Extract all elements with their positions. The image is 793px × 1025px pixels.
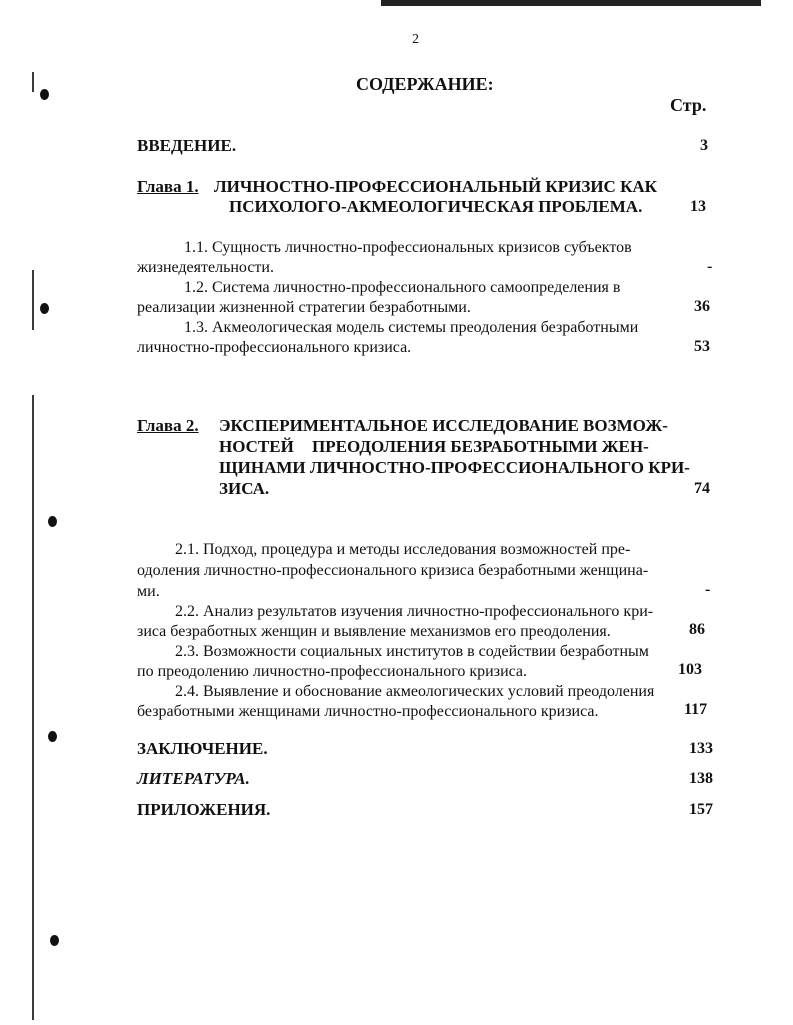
toc-appendices-page: 157 <box>689 801 713 818</box>
toc-item-2-4-page: 117 <box>684 701 708 718</box>
toc-item-2-2-line1: 2.2. Анализ результатов изучения личностно-профессионального кри- <box>175 603 654 620</box>
toc-intro-page: 3 <box>700 137 708 154</box>
page-column-header: Стр. <box>670 95 707 115</box>
binder-hole <box>48 516 57 527</box>
chapter2-title-line4: ЗИСА. <box>219 479 270 498</box>
toc-item-1-3-line1: 1.3. Акмеологическая модель системы преодоления безработными <box>184 319 639 336</box>
toc-item-1-1-page: - <box>707 258 713 275</box>
toc-item-2-4-line1: 2.4. Выявление и обоснование акмеологических условий преодоления <box>175 683 655 700</box>
binder-hole <box>40 89 49 100</box>
toc-item-2-1-line1: 2.1. Подход, процедура и методы исследования возможностей пре- <box>175 541 631 558</box>
binder-hole <box>40 303 49 314</box>
chapter2-prefix: Глава 2. <box>137 416 199 435</box>
chapter1-page: 13 <box>690 198 706 215</box>
toc-item-2-4-line2: безработными женщинами личностно-профессионального кризиса. <box>137 703 599 720</box>
chapter1-title-line2: ПСИХОЛОГО-АКМЕОЛОГИЧЕСКАЯ ПРОБЛЕМА. <box>229 197 643 216</box>
binder-hole <box>48 731 57 742</box>
toc-item-1-1-line1: 1.1. Сущность личностно-профессиональных кризисов субъектов <box>184 239 632 256</box>
toc-literature-page: 138 <box>689 770 713 787</box>
scan-margin-line <box>32 72 34 92</box>
toc-item-2-3-line2: по преодолению личностно-профессионального кризиса. <box>137 663 528 680</box>
toc-item-2-1-line3: ми. <box>137 583 160 600</box>
toc-item-1-1-line2: жизнедеятельности. <box>137 259 274 276</box>
toc-literature-label: ЛИТЕРАТУРА. <box>137 769 250 788</box>
toc-item-1-2-page: 36 <box>694 298 710 315</box>
chapter1-title-line1: ЛИЧНОСТНО-ПРОФЕССИОНАЛЬНЫЙ КРИЗИС КАК <box>214 177 658 196</box>
chapter2-page: 74 <box>694 480 710 497</box>
toc-item-2-1-page: - <box>705 581 711 598</box>
page-number: 2 <box>412 32 419 47</box>
toc-item-2-2-line2: зиса безработных женщин и выявление механизмов его преодоления. <box>137 623 611 640</box>
toc-item-2-3-page: 103 <box>678 661 702 678</box>
scan-margin-line <box>32 395 34 1020</box>
toc-item-2-2-page: 86 <box>689 621 705 638</box>
toc-conclusion-label: ЗАКЛЮЧЕНИЕ. <box>137 739 268 758</box>
scan-margin-line <box>32 270 34 330</box>
toc-item-1-2-line1: 1.2. Система личностно-профессионального самоопределения в <box>184 279 621 296</box>
chapter2-title-line1: ЭКСПЕРИМЕНТАЛЬНОЕ ИССЛЕДОВАНИЕ ВОЗМОЖ- <box>219 416 668 435</box>
toc-item-2-3-line1: 2.3. Возможности социальных институтов в содействии безработным <box>175 643 649 660</box>
toc-item-2-1-line2: одоления личностно-профессионального кризиса безработными женщина- <box>137 562 649 579</box>
page-title: СОДЕРЖАНИЕ: <box>356 74 494 94</box>
toc-intro-label: ВВЕДЕНИЕ. <box>137 136 237 155</box>
chapter2-title-line2a: НОСТЕЙ <box>219 437 294 456</box>
chapter1-prefix: Глава 1. <box>137 177 199 196</box>
toc-item-1-3-line2: личностно-профессионального кризиса. <box>137 339 412 356</box>
toc-item-1-3-page: 53 <box>694 338 710 355</box>
binder-hole <box>50 935 59 946</box>
toc-appendices-label: ПРИЛОЖЕНИЯ. <box>137 800 271 819</box>
scan-top-bar <box>381 0 761 6</box>
toc-conclusion-page: 133 <box>689 740 713 757</box>
chapter2-title-line2b: ПРЕОДОЛЕНИЯ БЕЗРАБОТНЫМИ ЖЕН- <box>312 437 649 456</box>
toc-item-1-2-line2: реализации жизненной стратегии безработными. <box>137 299 471 316</box>
chapter2-title-line3: ЩИНАМИ ЛИЧНОСТНО-ПРОФЕССИОНАЛЬНОГО КРИ- <box>219 458 690 477</box>
